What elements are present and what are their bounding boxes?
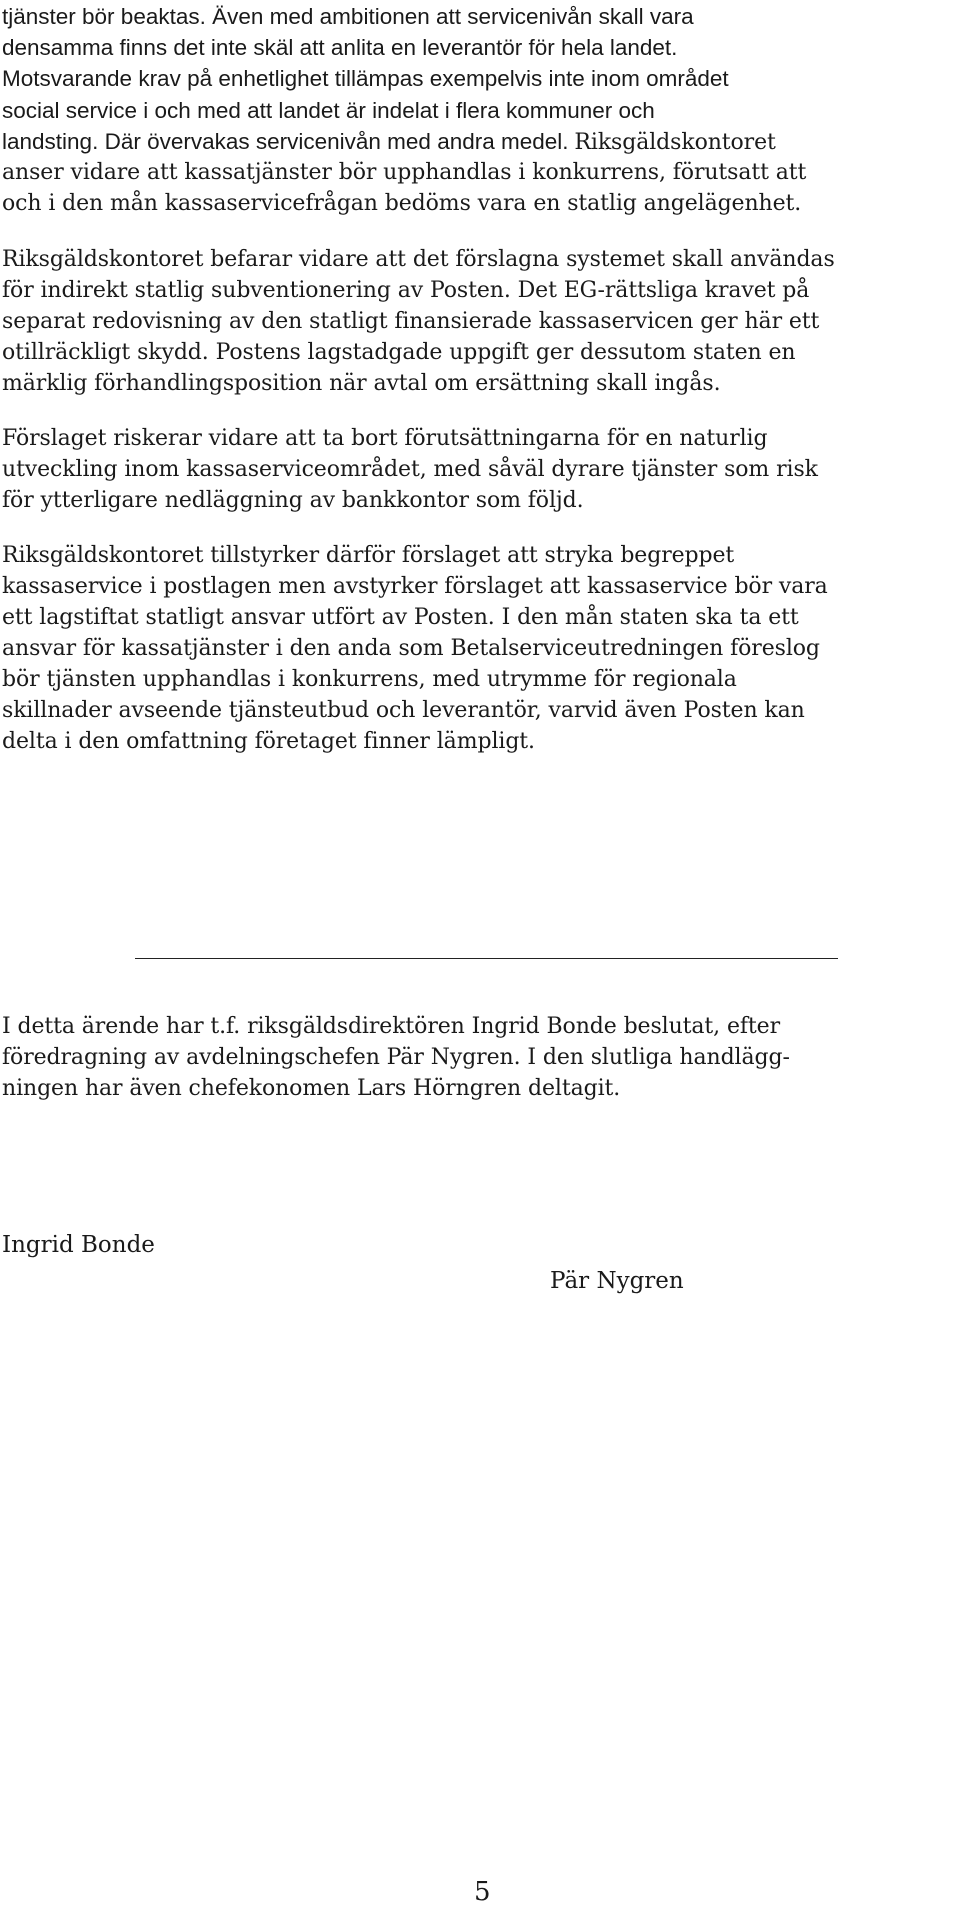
signature-ingrid-bonde: Ingrid Bonde <box>2 1232 155 1258</box>
paragraph-1-line-3: Motsvarande krav på enhetlighet tillämpas exempelvis inte inom området <box>2 66 729 91</box>
paragraph-4-line-5: bör tjänsten upphandlas i konkurrens, med utrymme för regionala <box>2 667 737 692</box>
paragraph-4-line-4: ansvar för kassatjänster i den anda som Betalserviceutredningen föreslog <box>2 636 820 661</box>
signature-par-nygren: Pär Nygren <box>550 1268 684 1294</box>
paragraph-1-line-5-sans: landsting. Där övervakas servicenivån med andra medel. <box>2 129 569 154</box>
paragraph-1-line-4: social service i och med att landet är indelat i flera kommuner och <box>2 98 655 123</box>
paragraph-1-line-7: och i den mån kassaservicefrågan bedöms vara en statlig angelägenhet. <box>2 191 802 216</box>
paragraph-2-line-4: otillräckligt skydd. Postens lagstadgade uppgift ger dessutom staten en <box>2 340 796 365</box>
paragraph-1-line-6: anser vidare att kassatjänster bör upphandlas i konkurrens, förutsatt att <box>2 160 807 185</box>
paragraph-3-line-3: för ytterligare nedläggning av bankkontor som följd. <box>2 488 584 513</box>
paragraph-1-line-1: tjänster bör beaktas. Även med ambitionen att servicenivån skall vara <box>2 4 694 29</box>
paragraph-4-line-2: kassaservice i postlagen men avstyrker förslaget att kassaservice bör vara <box>2 574 828 599</box>
paragraph-5-line-2: föredragning av avdelningschefen Pär Nygren. I den slutliga handlägg- <box>2 1045 790 1070</box>
paragraph-4-line-3: ett lagstiftat statligt ansvar utfört av Posten. I den mån staten ska ta ett <box>2 605 799 630</box>
paragraph-3-line-2: utveckling inom kassaserviceområdet, med såväl dyrare tjänster som risk <box>2 457 818 482</box>
paragraph-4-line-1: Riksgäldskontoret tillstyrker därför förslaget att stryka begreppet <box>2 543 735 568</box>
section-divider <box>135 958 838 959</box>
paragraph-2-line-1: Riksgäldskontoret befarar vidare att det förslagna systemet skall användas <box>2 247 835 272</box>
paragraph-1-line-5-serif-tail: Riksgäldskontoret <box>574 130 776 155</box>
paragraph-4-line-7: delta i den omfattning företaget finner lämpligt. <box>2 729 535 754</box>
paragraph-3-line-1: Förslaget riskerar vidare att ta bort förutsättningarna för en naturlig <box>2 426 768 451</box>
paragraph-1-line-5 <box>2 127 776 158</box>
paragraph-2-line-5: märklig förhandlingsposition när avtal om ersättning skall ingås. <box>2 371 721 396</box>
page-number: 5 <box>474 1877 491 1907</box>
paragraph-2-line-3: separat redovisning av den statligt finansierade kassaservicen ger här ett <box>2 309 820 334</box>
paragraph-5-line-3: ningen har även chefekonomen Lars Hörngren deltagit. <box>2 1076 621 1101</box>
paragraph-4-line-6: skillnader avseende tjänsteutbud och leverantör, varvid även Posten kan <box>2 698 805 723</box>
paragraph-1-line-2: densamma finns det inte skäl att anlita en leverantör för hela landet. <box>2 35 678 60</box>
paragraph-2-line-2: för indirekt statlig subventionering av Posten. Det EG-rättsliga kravet på <box>2 278 810 303</box>
paragraph-5-line-1: I detta ärende har t.f. riksgäldsdirektören Ingrid Bonde beslutat, efter <box>2 1014 780 1039</box>
